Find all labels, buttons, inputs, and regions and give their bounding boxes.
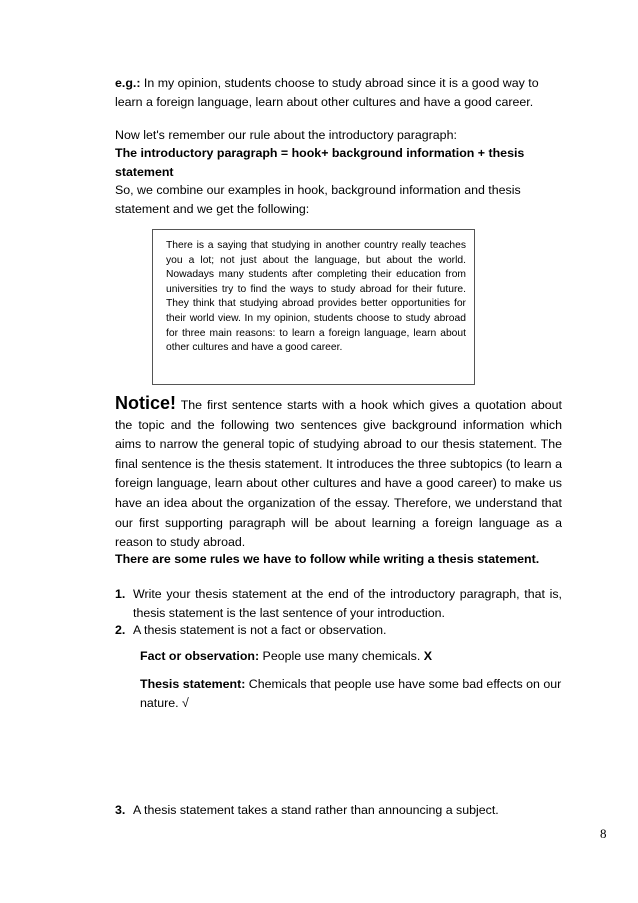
page-number: 8 (600, 826, 607, 841)
rule-text: A thesis statement takes a stand rather than announcing a subject. (133, 803, 499, 817)
fact-label: Fact or observation: (140, 649, 260, 663)
notice-text: The first sentence starts with a hook which gives a quotation about the topic and the following two sentences give background information which aims to narrow the general topic of studying abroad to our thesis statement. The final sentence is the thesis statement. It introduces the three subtopics (to learn a foreign language, learn about other cultures and have a good career) to make us have an idea about the organization of the essay. Therefore, we understand that our first supporting paragraph will be about learning a foreign language as a reason to study abroad. (115, 398, 562, 550)
fact-example (140, 647, 562, 666)
thesis-text: Chemicals that people use have some bad effects on our nature. (140, 677, 562, 710)
rule-number: 2. (115, 623, 126, 637)
rule-combine: So, we combine our examples in hook, background information and thesis statement and we get the following: (115, 183, 521, 216)
rule-intro: Now let's remember our rule about the introductory paragraph: (115, 128, 457, 142)
rule-item-1 (115, 585, 562, 622)
thesis-example (140, 675, 562, 712)
example-paragraph (115, 74, 562, 111)
rule-number: 3. (115, 803, 126, 817)
rule-text: A thesis statement is not a fact or observation. (133, 623, 387, 637)
rule-number: 1. (115, 587, 126, 601)
thesis-mark: √ (182, 695, 189, 710)
fact-mark: X (423, 649, 432, 663)
example-label: e.g.: (115, 76, 141, 90)
example-text: In my opinion, students choose to study abroad since it is a good way to learn a foreign language, learn about other cultures and have a good career. (115, 76, 539, 109)
rules-heading: There are some rules we have to follow while writing a thesis statement. (115, 552, 540, 566)
notice-paragraph (115, 394, 562, 553)
example-introduction-box (152, 229, 475, 385)
thesis-label: Thesis statement: (140, 677, 246, 691)
fact-text: People use many chemicals. (259, 649, 424, 663)
example-introduction-text: There is a saying that studying in another country really teaches you a lot; not just about the language, but about the world. Nowadays many students after completing their education from universities try to find the ways to study abroad for their future. They think that studying abroad provides better opportunities for their world view. In my opinion, students choose to study abroad for three main reasons: to learn a foreign language, learn about other cultures and have a good career. (166, 240, 466, 354)
rule-formula: The introductory paragraph = hook+ background information + thesis statement (115, 146, 525, 179)
rule-item-2 (115, 621, 562, 640)
rule-text: Write your thesis statement at the end of the introductory paragraph, that is, thesis statement is the last sentence of your introduction. (133, 587, 562, 620)
rule-item-3 (115, 801, 562, 820)
notice-heading: Notice! (115, 393, 177, 413)
